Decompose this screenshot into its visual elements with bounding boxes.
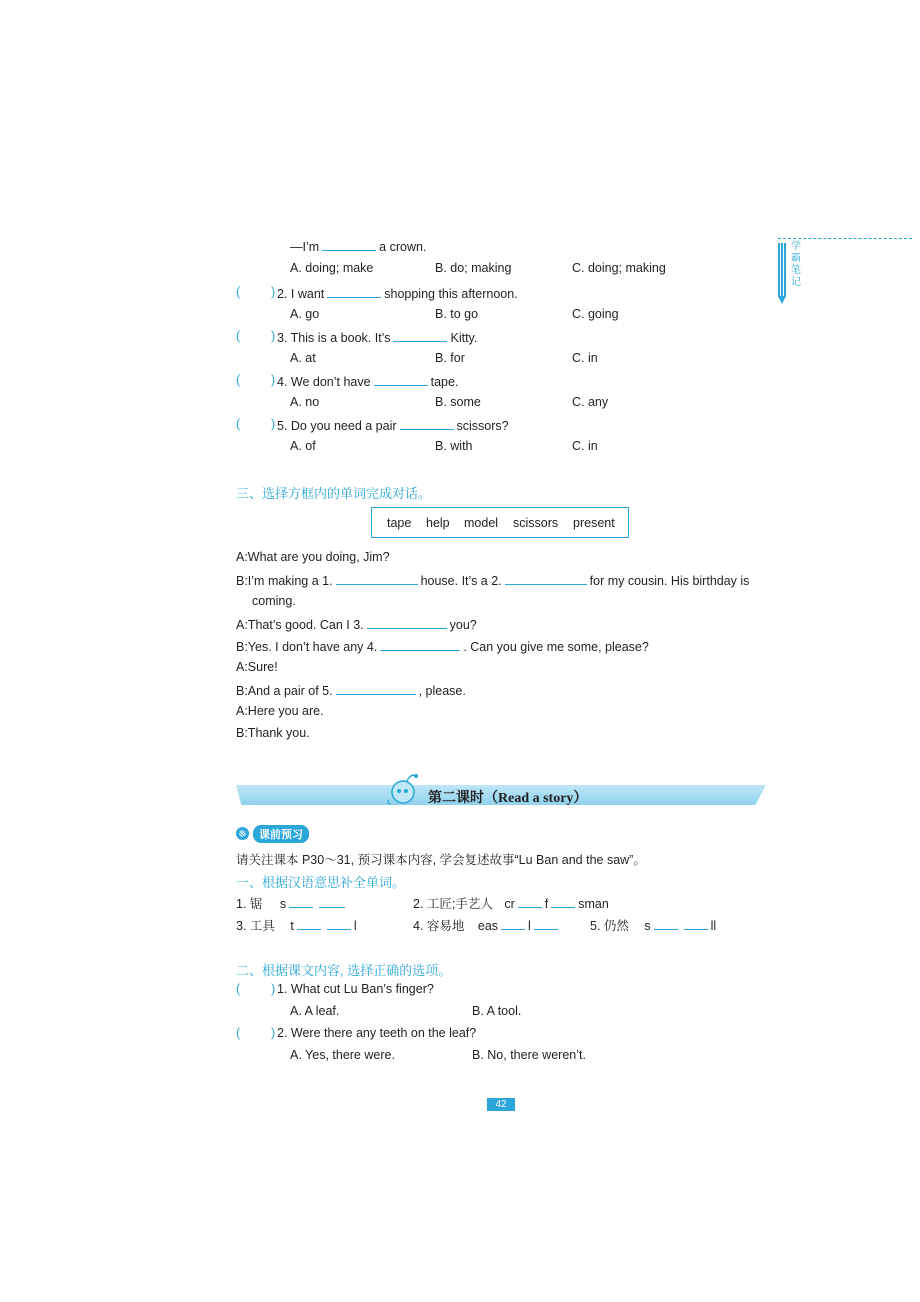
question-2: [277, 285, 518, 301]
story-question-2: 2. Were there any teeth on the leaf?: [277, 1026, 477, 1040]
dialogue-line: A:What are you doing, Jim?: [236, 550, 390, 564]
option-b[interactable]: B. to go: [435, 307, 479, 321]
option-c[interactable]: C. in: [572, 351, 598, 365]
preview-badge-icon: [236, 827, 249, 840]
question-text: 3. This is a book. It’s: [277, 331, 391, 345]
option-b[interactable]: B. do; making: [435, 261, 512, 275]
dialogue-line: A:Here you are.: [236, 704, 324, 718]
word-option: tape: [387, 516, 412, 530]
option-a[interactable]: A. at: [290, 351, 316, 365]
letter-blank[interactable]: [289, 895, 313, 908]
pencil-tip-icon: [778, 296, 786, 304]
answer-paren[interactable]: (: [236, 1026, 241, 1040]
option-b[interactable]: B. for: [435, 351, 465, 365]
option-a[interactable]: A. no: [290, 395, 320, 409]
question-3: [277, 329, 477, 345]
word-letters: s: [279, 897, 287, 911]
letter-blank[interactable]: [654, 917, 678, 930]
option-c[interactable]: C. doing; making: [572, 261, 666, 275]
dialogue-text: , please.: [418, 684, 466, 698]
question-text: 5. Do you need a pair: [277, 419, 397, 433]
dialogue-line: coming.: [252, 594, 296, 608]
dialogue-line: [236, 616, 477, 632]
answer-blank[interactable]: [336, 572, 418, 585]
question-4: [277, 373, 458, 389]
section-title: 三、选择方框内的单词完成对话。: [236, 486, 432, 501]
answer-blank[interactable]: [400, 417, 454, 430]
word-label: 1. 锯: [236, 897, 263, 911]
answer-blank[interactable]: [322, 238, 376, 251]
letter-blank[interactable]: [551, 895, 575, 908]
sidebar-label: 学霸笔记: [791, 241, 801, 288]
answer-blank[interactable]: [393, 329, 447, 342]
option-b[interactable]: B. A tool.: [472, 1004, 522, 1018]
answer-blank[interactable]: [327, 285, 381, 298]
word-label: 2. 工匠;手艺人: [413, 897, 493, 911]
option-b[interactable]: B. with: [435, 439, 473, 453]
word-item-3: [236, 916, 357, 934]
dialogue-line: B:Thank you.: [236, 726, 310, 740]
story-question-1: 1. What cut Lu Ban’s finger?: [277, 982, 434, 996]
word-label: 4. 容易地: [413, 919, 465, 933]
question-text: —I’m: [290, 240, 320, 254]
word-box: [371, 507, 629, 538]
dialogue-text: . Can you give me some, please?: [463, 640, 649, 654]
word-letters: t: [290, 919, 294, 933]
dialogue-text: you?: [449, 618, 477, 632]
question-text: tape.: [430, 375, 459, 389]
pencil-icon: [778, 243, 787, 297]
page-number: 42: [487, 1098, 515, 1111]
dialogue-text: B:And a pair of 5.: [236, 684, 333, 698]
word-item-4: [413, 916, 561, 934]
answer-paren: ): [271, 417, 276, 431]
answer-paren: ): [271, 329, 276, 343]
word-letters: cr: [504, 897, 515, 911]
word-item-2: [413, 894, 609, 912]
answer-blank[interactable]: [374, 373, 428, 386]
section-title: 二、根据课文内容, 选择正确的选项。: [236, 963, 452, 978]
option-b[interactable]: B. No, there weren’t.: [472, 1048, 586, 1062]
answer-paren: ): [271, 1026, 276, 1040]
question-5: [277, 417, 509, 433]
letter-blank[interactable]: [501, 917, 525, 930]
word-letters: eas: [477, 919, 499, 933]
option-a[interactable]: A. Yes, there were.: [290, 1048, 395, 1062]
dialogue-line: [236, 638, 649, 654]
dialogue-text: house. It’s a 2.: [420, 574, 502, 588]
dialogue-line: A:Sure!: [236, 660, 278, 674]
mascot-icon: [385, 770, 425, 806]
word-option: help: [426, 516, 450, 530]
sidebar-divider: [778, 238, 912, 239]
word-label: 5. 仍然: [590, 919, 629, 933]
dialogue-text: B:I’m making a 1.: [236, 574, 333, 588]
answer-blank[interactable]: [367, 616, 447, 629]
preview-badge: 课前预习: [253, 825, 309, 843]
answer-paren[interactable]: (: [236, 417, 241, 431]
dialogue-text: A:That’s good. Can I 3.: [236, 618, 364, 632]
option-c[interactable]: C. any: [572, 395, 609, 409]
question-text: 4. We don’t have: [277, 375, 371, 389]
answer-paren: ): [271, 285, 276, 299]
question-text: scissors?: [456, 419, 509, 433]
word-letters: ll: [710, 919, 717, 933]
dialogue-text: for my cousin. His birthday is: [589, 574, 750, 588]
option-a[interactable]: A. A leaf.: [290, 1004, 340, 1018]
question-text: shopping this afternoon.: [384, 287, 518, 301]
answer-blank[interactable]: [380, 638, 460, 651]
word-option: model: [464, 516, 499, 530]
answer-paren[interactable]: (: [236, 329, 241, 343]
word-item-5: [590, 916, 716, 934]
answer-paren[interactable]: (: [236, 982, 241, 996]
option-a[interactable]: A. of: [290, 439, 316, 453]
section-title: 一、根据汉语意思补全单词。: [236, 875, 406, 890]
answer-blank[interactable]: [336, 682, 416, 695]
answer-blank[interactable]: [505, 572, 587, 585]
letter-blank[interactable]: [319, 895, 345, 908]
letter-blank[interactable]: [684, 917, 708, 930]
letter-blank[interactable]: [534, 917, 558, 930]
word-label: 3. 工具: [236, 919, 275, 933]
word-item-1: [236, 894, 348, 912]
question-0: [290, 238, 426, 254]
option-b[interactable]: B. some: [435, 395, 481, 409]
word-letters: s: [644, 919, 651, 933]
lesson-title: 第二课时（Read a story）: [428, 791, 588, 806]
dialogue-line: [236, 682, 466, 698]
word-letters: sman: [578, 897, 609, 911]
dialogue-text: B:Yes. I don’t have any 4.: [236, 640, 378, 654]
answer-paren[interactable]: (: [236, 285, 241, 299]
question-text: 2. I want: [277, 287, 325, 301]
option-a[interactable]: A. doing; make: [290, 261, 374, 275]
letter-blank[interactable]: [297, 917, 321, 930]
answer-paren: ): [271, 373, 276, 387]
option-a[interactable]: A. go: [290, 307, 320, 321]
answer-paren: ): [271, 982, 276, 996]
letter-blank[interactable]: [518, 895, 542, 908]
word-letters: l: [528, 919, 531, 933]
word-option: present: [573, 516, 615, 530]
word-letters: f: [544, 897, 549, 911]
question-text: Kitty.: [450, 331, 478, 345]
option-c[interactable]: C. going: [572, 307, 619, 321]
question-text: a crown.: [379, 240, 427, 254]
option-c[interactable]: C. in: [572, 439, 598, 453]
letter-blank[interactable]: [327, 917, 351, 930]
word-option: scissors: [513, 516, 559, 530]
word-letters: l: [353, 919, 357, 933]
preview-instruction: 请关注课本 P30～31, 预习课本内容, 学会复述故事“Lu Ban and the saw”。: [236, 853, 646, 867]
answer-paren[interactable]: (: [236, 373, 241, 387]
dialogue-line: [236, 572, 749, 588]
